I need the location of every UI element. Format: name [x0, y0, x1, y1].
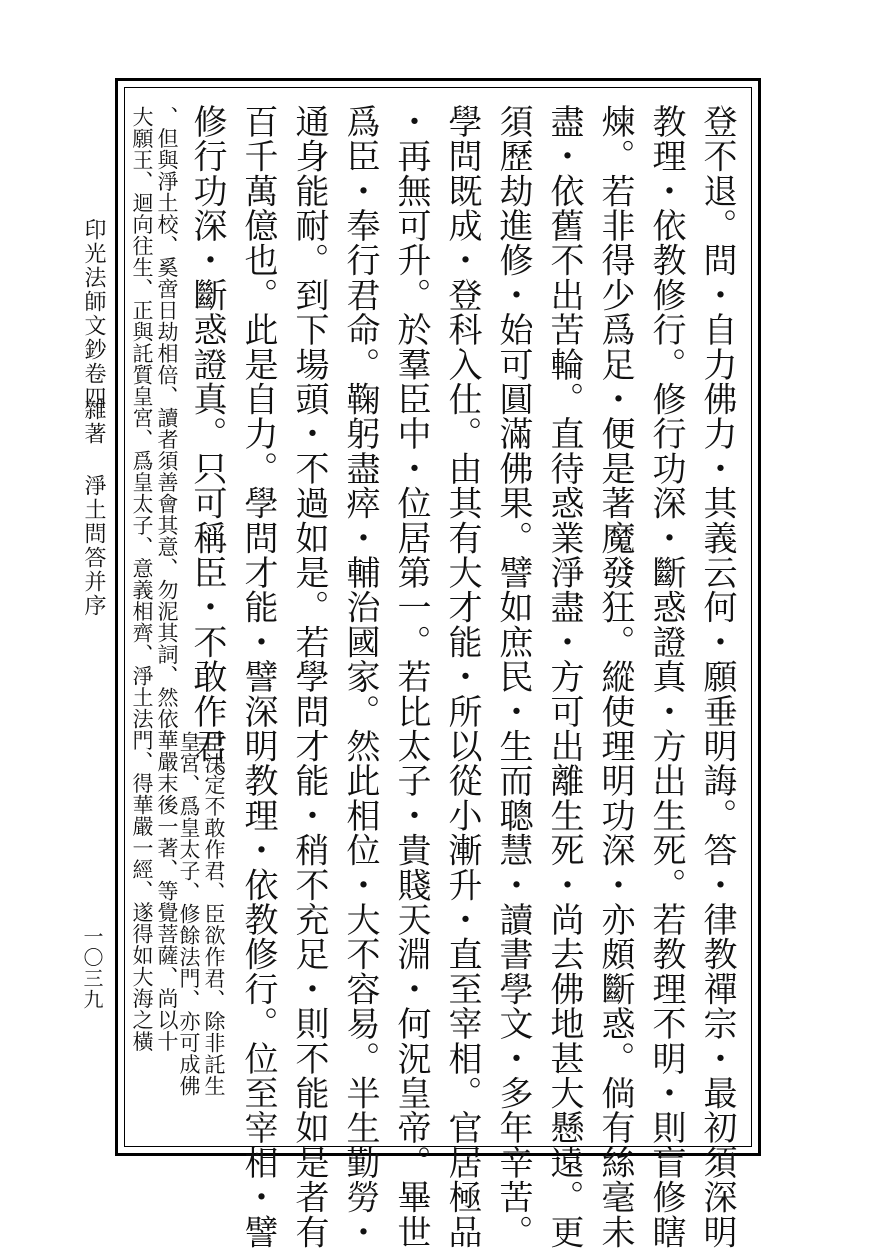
commentary-column: 臣決定不敢作君、臣欲作君、除非託生	[202, 731, 226, 1097]
text-column: 盡・依舊不出苦輪。直待惑業淨盡・方可出離生死・尚去佛地甚大懸遠。更	[544, 104, 584, 1249]
commentary-column: 皇宮、爲皇太子、修餘法門、亦可成佛	[177, 731, 201, 1097]
text-column: 煉。若非得少爲足・便是著魔發狂。縱使理明功深・亦頗斷惑。倘有絲毫未	[595, 104, 635, 1249]
text-column: 百千萬億也。此是自力。學問才能・譬深明教理・依教修行。位至宰相・譬	[238, 104, 278, 1249]
text-column: 登不退。問・自力佛力・其義云何・願垂明誨。答・律教禪宗・最初須深明	[697, 104, 737, 1249]
text-column: ・再無可升。於羣臣中・位居第一。若比太子・貴賤天淵・何況皇帝。畢世	[391, 104, 431, 1249]
section-label: 雜著	[81, 398, 106, 446]
page-number: 一〇三九	[80, 926, 104, 1010]
text-column: 教理・依教修行。修行功深・斷惑證真・方出生死。若教理不明・則盲修瞎	[646, 104, 686, 1249]
text-column: 通身能耐。到下場頭・不過如是。若學問才能・稍不充足・則不能如是者有	[289, 104, 329, 1249]
commentary-column: 大願王、迴向往生、正與託質皇宮、爲皇太子、意義相齊、淨土法門、得華嚴一經、遂得如大海之橫	[130, 106, 154, 1052]
text-column: 學問既成・登科入仕。由其有大才能・所以從小漸升・直至宰相。官居極品	[442, 104, 482, 1249]
chapter-title: 淨土問答并序	[81, 474, 106, 618]
text-column: 爲臣・奉行君命。鞠躬盡瘁・輔治國家。然此相位・大不容易。半生勤勞・	[340, 104, 380, 1249]
commentary-column: 、但與淨土校、奚啻日劫相倍、讀者須善會其意、勿泥其詞、然依華嚴末後一著、等覺菩薩、尚以十	[155, 106, 179, 1052]
text-column: 修行功深・斷惑證真。只可稱臣・不敢作君。	[187, 104, 227, 798]
text-column: 須歷劫進修・始可圓滿佛果。譬如庶民・生而聰慧・讀書學文・多年辛苦。	[493, 104, 533, 1249]
book-title: 印光法師文鈔卷四	[81, 218, 106, 410]
